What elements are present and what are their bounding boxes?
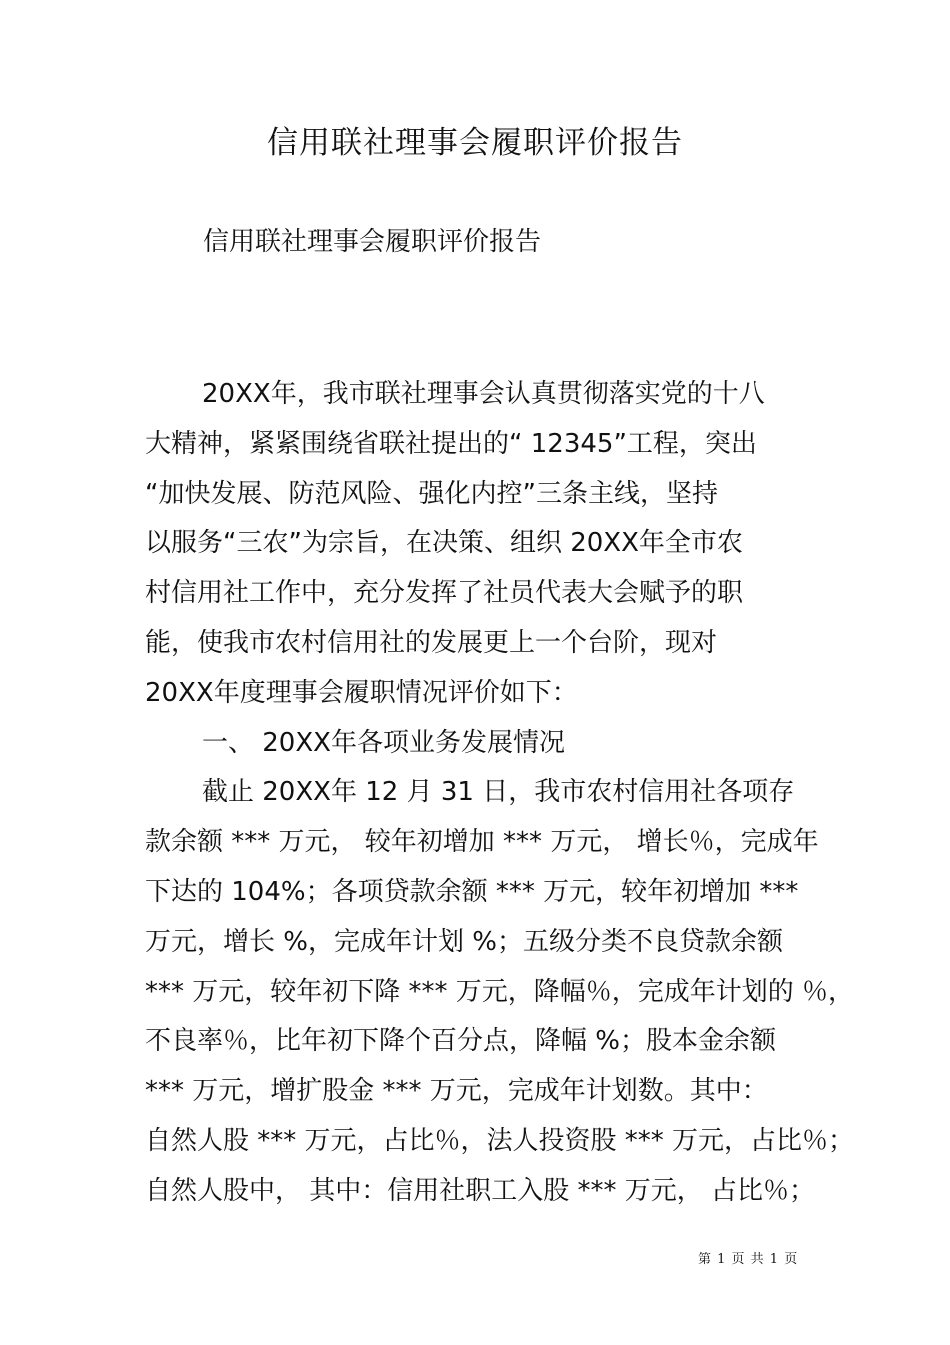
body-line: 不良率％，比年初下降个百分点，降幅 %；股本金余额 xyxy=(145,1026,776,1057)
body-line: 自然人股中， 其中：信用社职工入股 *** 万元， 占比％； xyxy=(145,1175,816,1206)
document-subtitle: 信用联社理事会履职评价报告 xyxy=(203,227,542,257)
body-line: 款余额 *** 万元， 较年初增加 *** 万元， 增长％，完成年 xyxy=(145,827,819,858)
body-line: “加快发展、防范风险、强化内控”三条主线，坚持 xyxy=(145,478,718,509)
body-line: 截止 20XX年 12 月 31 日，我市农村信用社各项存 xyxy=(202,777,795,808)
document-title: 信用联社理事会履职评价报告 xyxy=(267,125,683,161)
section-heading: 一、 20XX年各项业务发展情况 xyxy=(202,727,565,758)
body-line: 能，使我市农村信用社的发展更上一个台阶，现对 xyxy=(145,627,718,658)
body-line: 20XX年，我市联社理事会认真贯彻落实党的十八 xyxy=(202,379,765,409)
body-line: 村信用社工作中，充分发挥了社员代表大会赋予的职 xyxy=(145,578,744,609)
body-line: 大精神，紧紧围绕省联社提出的“ 12345”工程，突出 xyxy=(145,428,757,459)
body-line: 以服务“三农”为宗旨，在决策、组织 20XX年全市农 xyxy=(145,528,743,559)
page-number-footer: 第 1 页 共 1 页 xyxy=(698,1252,799,1267)
body-line: 20XX年度理事会履职情况评价如下： xyxy=(145,677,578,708)
body-line: 下达的 104%；各项贷款余额 *** 万元，较年初增加 *** xyxy=(145,876,799,907)
body-line: 万元，增长 %，完成年计划 %；五级分类不良贷款余额 xyxy=(145,926,783,957)
document-body xyxy=(145,370,855,1217)
body-line: 自然人股 *** 万元，占比％，法人投资股 *** 万元，占比％； xyxy=(145,1125,855,1156)
body-line: *** 万元，增扩股金 *** 万元，完成年计划数。其中： xyxy=(145,1076,768,1107)
body-line: *** 万元，较年初下降 *** 万元，降幅％，完成年计划的 ％， xyxy=(145,976,855,1007)
